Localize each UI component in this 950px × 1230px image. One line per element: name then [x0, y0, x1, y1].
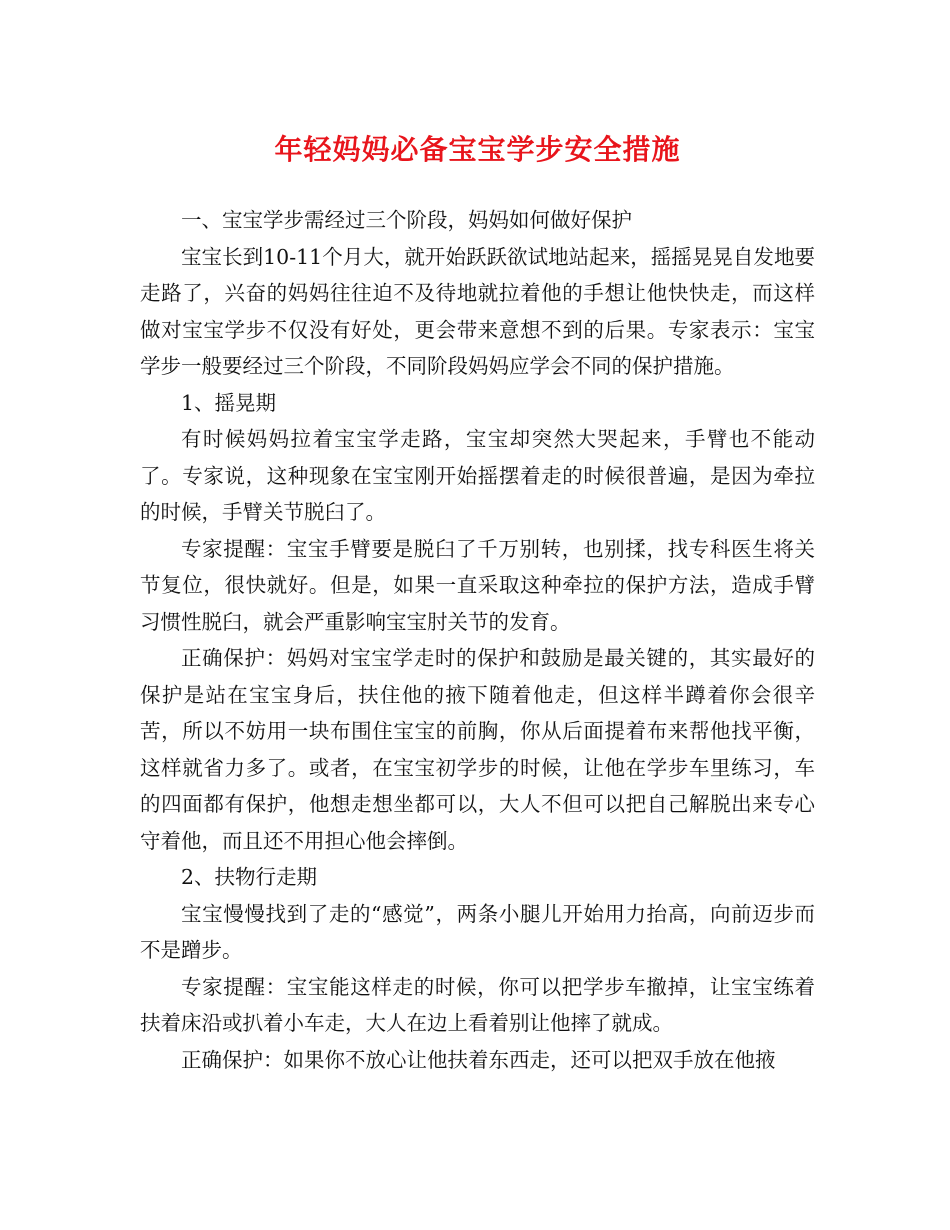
- paragraph: 正确保护：如果你不放心让他扶着东西走，还可以把双手放在他掖: [181, 1047, 776, 1072]
- paragraph: 有时候妈妈拉着宝宝学走路，宝宝却突然大哭起来，手臂也不能动了。专家说，这种现象在宝宝刚开始摇摆着走的时候很普遍，是因为牵拉的时候，手臂关节脱臼了。: [140, 427, 815, 524]
- paragraph: 宝宝长到10-11个月大，就开始跃跃欲试地站起来，摇摇晃晃自发地要走路了，兴奋的妈妈往往迫不及待地就拉着他的手想让他快快走，而这样做对宝宝学步不仅没有好处，更会带来意想不到的后果。专家表示：宝宝学步一般要经过三个阶段，不同阶段妈妈应学会不同的保护措施。: [140, 244, 815, 378]
- subsection-heading: 2、扶物行走期: [181, 865, 318, 889]
- section-heading: 一、宝宝学步需经过三个阶段，妈妈如何做好保护: [181, 208, 632, 232]
- paragraph: 正确保护：妈妈对宝宝学走时的保护和鼓励是最关键的，其实最好的保护是站在宝宝身后，扶住他的掖下随着他走，但这样半蹲着你会很辛苦，所以不妨用一块布围住宝宝的前胸，你从后面提着布来帮他找平衡，这样就省力多了。或者，在宝宝初学步的时候，让他在学步车里练习，车的四面都有保护，他想走想坐都可以，大人不但可以把自己解脱出来专心守着他，而且还不用担心他会摔倒。: [140, 646, 815, 853]
- paragraph: 专家提醒：宝宝手臂要是脱臼了千万别转，也别揉，找专科医生将关节复位，很快就好。但是，如果一直采取这种牵拉的保护方法，造成手臂习惯性脱臼，就会严重影响宝宝肘关节的发育。: [140, 536, 815, 634]
- paragraph: 专家提醒：宝宝能这样走的时候，你可以把学步车撤掉，让宝宝练着扶着床沿或扒着小车走，大人在边上看着别让他摔了就成。: [140, 974, 815, 1035]
- paragraph: 宝宝慢慢找到了走的“感觉”，两条小腿儿开始用力抬高，向前迈步而不是蹭步。: [140, 901, 815, 962]
- subsection-heading: 1、摇晃期: [181, 390, 277, 415]
- document-body: [140, 202, 815, 1078]
- document-page: [140, 0, 815, 1230]
- document-title: 年轻妈妈必备宝宝学步安全措施: [274, 133, 681, 166]
